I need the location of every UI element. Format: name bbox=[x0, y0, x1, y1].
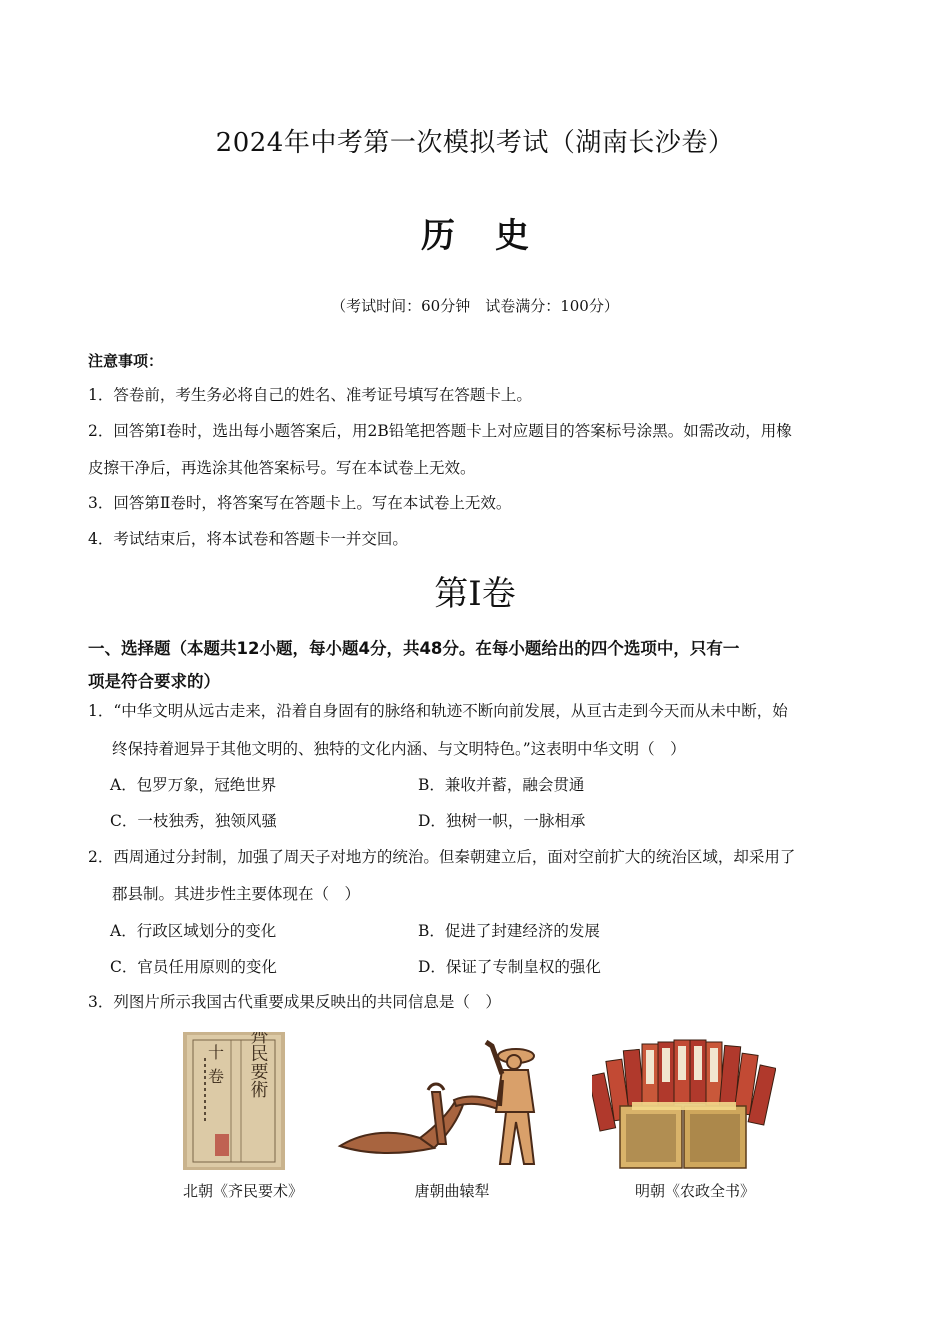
section-heading-line-1: 一、选择题（本题共12小题，每小题4分，共48分。在每小题给出的四个选项中，只有一 bbox=[88, 639, 740, 658]
time-info: （考试时间：60分钟 试卷满分：100分） bbox=[331, 297, 619, 315]
figure-2-caption: 唐朝曲辕犁 bbox=[414, 1182, 490, 1200]
notice-item-3: 3．回答第Ⅱ卷时，将答案写在答题卡上。写在本试卷上无效。 bbox=[88, 494, 512, 512]
notice-item-2: 2．回答第Ⅰ卷时，选出每小题答案后，用2B铅笔把答题卡上对应题目的答案标号涂黑。如需改动，用橡 bbox=[88, 422, 792, 440]
svg-text:卷: 卷 bbox=[207, 1067, 225, 1086]
question-2-line-1: 2．西周通过分封制，加强了周天子对地方的统治。但秦朝建立后，面对空前扩大的统治区域，却采用了 bbox=[88, 848, 796, 866]
volume-title: 第Ⅰ卷 bbox=[434, 574, 516, 614]
svg-text:十: 十 bbox=[207, 1043, 225, 1062]
notice-item-1: 1．答卷前，考生务必将自己的姓名、准考证号填写在答题卡上。 bbox=[88, 386, 532, 404]
subject-title: 历史 bbox=[421, 216, 569, 256]
figure-3-caption: 明朝《农政全书》 bbox=[634, 1182, 755, 1200]
question-1-line-1: 1．“中华文明从远古走来，沿着自身固有的脉络和轨迹不断向前发展，从亘古走到今天而从未中断，始 bbox=[88, 702, 788, 720]
section-heading bbox=[88, 632, 868, 698]
question-2-option-d: D．保证了专制皇权的强化 bbox=[418, 958, 601, 976]
notice-heading: 注意事项： bbox=[88, 352, 164, 370]
question-1-option-d: D．独树一帜，一脉相承 bbox=[418, 812, 586, 830]
notice-item-2-cont: 皮擦干净后，再选涂其他答案标号。写在本试卷上无效。 bbox=[88, 459, 476, 477]
question-3-line-1: 3．列图片所示我国古代重要成果反映出的共同信息是（ ） bbox=[88, 993, 501, 1011]
question-1-option-c: C．一枝独秀，独领风骚 bbox=[110, 812, 277, 830]
exam-title: 2024年中考第一次模拟考试（湖南长沙卷） bbox=[215, 128, 735, 158]
question-1-option-a: A．包罗万象，冠绝世界 bbox=[110, 776, 277, 794]
question-2-line-2: 郡县制。其进步性主要体现在（ ） bbox=[112, 885, 361, 903]
question-2-option-b: B．促进了封建经济的发展 bbox=[418, 922, 600, 940]
question-2-option-a: A．行政区域划分的变化 bbox=[110, 922, 277, 940]
book-cover-image bbox=[183, 1032, 285, 1170]
question-1-option-b: B．兼收并蓄，融会贯通 bbox=[418, 776, 585, 794]
section-heading-line-2: 项是符合要求的） bbox=[88, 672, 220, 691]
figure-1-caption: 北朝《齐民要术》 bbox=[182, 1182, 303, 1200]
question-2-option-c: C．官员任用原则的变化 bbox=[110, 958, 277, 976]
plough-image bbox=[336, 1034, 548, 1170]
book-cover-title: 齊民要術 bbox=[247, 1032, 269, 1098]
question-1-line-2: 终保持着迥异于其他文明的、独特的文化内涵、与文明特色。”这表明中华文明（ ） bbox=[112, 740, 686, 758]
notice-item-4: 4．考试结束后，将本试卷和答题卡一并交回。 bbox=[88, 530, 408, 548]
books-stack-image bbox=[592, 1036, 776, 1172]
